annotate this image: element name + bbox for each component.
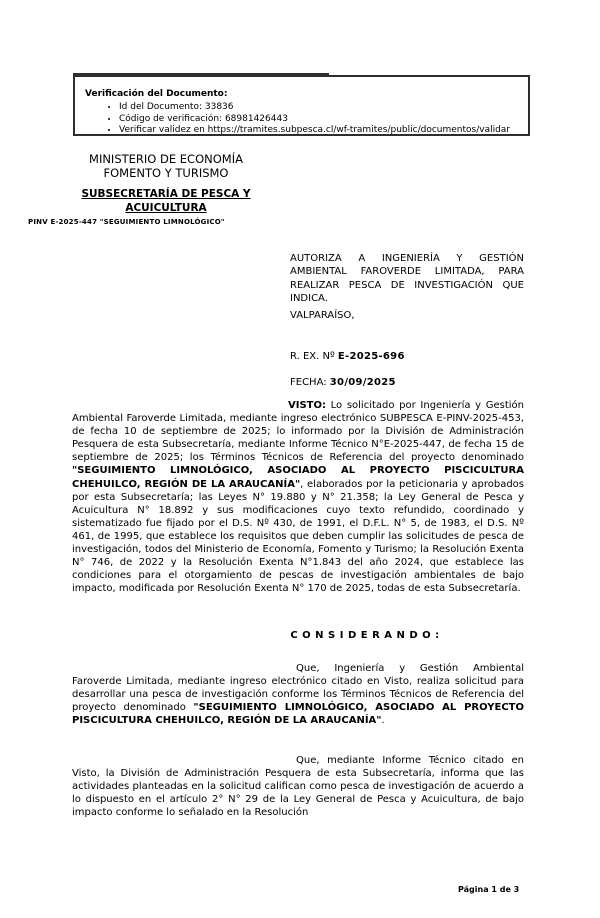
visto-run-1: Lo solicitado por Ingeniería y Gestión Ambiental Faroverde Limitada, mediante ingreso electrónico SUBPESCA E-PINV-2025-453, de fecha 10 de septiembre de 2025; lo informado por la División de Administración Pesquera de esta Subsecretaría, mediante Informe Técnico N°E-2025-447, de fecha 15 de septiembre de 2025; los Términos Técnicos de Referencia del proyecto denominado bbox=[72, 400, 524, 464]
resolution-number-value: E-2025-696 bbox=[337, 351, 405, 363]
considerando-paragraph-1 bbox=[72, 662, 524, 727]
visto-run-2: , elaborados por la peticionaria y aprobados por esta Subsecretaría; las Leyes N° 19.880 y N° 21.358; la Ley General de Pesca y Acuicultura N° 18.892 y sus modificaciones cuyo texto refundido, coordinado y sistematizado fue fijado por el D.S. Nº 430, de 1991, el D.F.L. N° 5, de 1983, el D.S. Nº 461, de 1995, que establece los requisitos que deben cumplir las solicitudes de pesca de investigación, todos del Ministerio de Economía, Fomento y Turismo; la Resolución Exenta N° 746, de 2022 y la Resolución Exenta N°1.843 del año 2024, que establece las condiciones para el otorgamiento de pescas de investigación ambientales de bajo impacto, modificada por Resolución Exenta N° 170 de 2025, todas de esta Subsecretaría. bbox=[72, 478, 524, 595]
ministry-name bbox=[38, 152, 294, 180]
verification-title: Verificación del Documento: bbox=[85, 89, 228, 99]
verification-item-document-id: • Id del Documento: 33836 bbox=[119, 102, 528, 114]
letterhead bbox=[38, 152, 294, 215]
considerando-1-run-1: Que, Ingeniería y Gestión Ambiental Faroverde Limitada, mediante ingreso electrónico citado en Visto, realiza solicitud para desarrollar una pesca de investigación conforme los Términos Técnicos de Referencia del proyecto denominado bbox=[72, 663, 524, 714]
subsecretaria-line-1: SUBSECRETARÍA DE PESCA Y bbox=[81, 188, 251, 200]
verification-box bbox=[73, 75, 530, 136]
considerando-1-run-2: . bbox=[381, 715, 385, 727]
verification-list bbox=[75, 102, 528, 137]
visto-label: VISTO: bbox=[288, 400, 326, 411]
verification-box-border-notch bbox=[73, 73, 329, 75]
city-line: VALPARAÍSO, bbox=[290, 310, 355, 322]
resolution-date bbox=[290, 376, 524, 389]
page-indicator: Página 1 de 3 bbox=[458, 885, 520, 894]
subsecretaria-name bbox=[38, 188, 294, 215]
visto-project-title: "SEGUIMIENTO LIMNOLÓGICO, ASOCIADO AL PROYECTO PISCICULTURA CHEHUILCO, REGIÓN DE LA ARAUCANÍA" bbox=[72, 465, 524, 490]
considerando-1-project-title: "SEGUIMIENTO LIMNOLÓGICO, ASOCIADO AL PROYECTO PISCICULTURA CHEHUILCO, REGIÓN DE LA ARAUCANÍA" bbox=[72, 702, 524, 727]
ministry-line-1: MINISTERIO DE ECONOMÍA bbox=[89, 152, 243, 166]
verification-item-url: • Verificar validez en https://tramites.subpesca.cl/wf-tramites/public/documentos/validar bbox=[119, 125, 528, 137]
project-reference: PINV E-2025-447 "SEGUIMIENTO LIMNOLÓGICO" bbox=[28, 218, 225, 226]
resolution-subject: AUTORIZA A INGENIERÍA Y GESTIÓN AMBIENTAL FAROVERDE LIMITADA, PARA REALIZAR PESCA DE INVESTIGACIÓN QUE INDICA. bbox=[290, 253, 524, 304]
resolution-date-value: 30/09/2025 bbox=[329, 376, 396, 388]
subsecretaria-line-2: ACUICULTURA bbox=[125, 201, 207, 214]
resolution-number-label: R. EX. Nº bbox=[290, 351, 338, 363]
verification-item-code: • Código de verificación: 68981426443 bbox=[119, 114, 528, 126]
resolution-number bbox=[290, 350, 524, 363]
considerando-heading: CONSIDERANDO: bbox=[290, 630, 444, 641]
resolution-date-label: FECHA: bbox=[290, 376, 330, 388]
ministry-line-2: FOMENTO Y TURISMO bbox=[103, 166, 229, 180]
considerando-paragraph-2: Que, mediante Informe Técnico citado en Visto, la División de Administración Pesquera de esta Subsecretaría, informa que las actividades planteadas en la solicitud califican como pesca de investigación de acuerdo a lo dispuesto en el artículo 2° N° 29 de la Ley General de Pesca y Acuicultura, de bajo impacto conforme lo señalado en la Resolución bbox=[72, 755, 524, 819]
visto-paragraph bbox=[72, 399, 524, 595]
resolution-header bbox=[290, 252, 524, 389]
